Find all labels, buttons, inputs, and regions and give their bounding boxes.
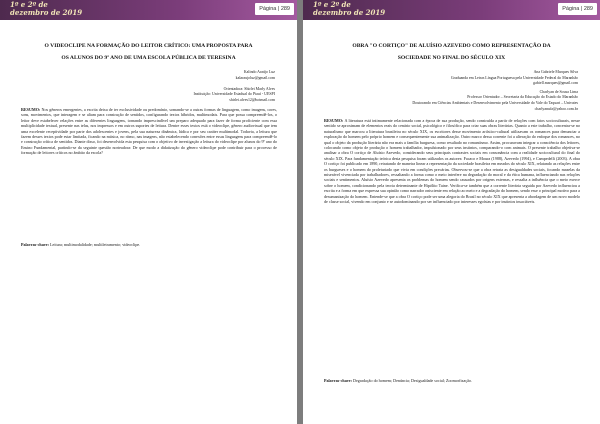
page-right	[303, 0, 600, 424]
abstract-text: A literatura está intimamente relacionada com a época de sua produção, sendo construída a partir de relações com fatos socioculturais, nesse sentido se aproximam de elementos reais do cenário social, psicológico e filosófico para criar suas obras literárias. Quanto a este trabalho, concentra-se no naturalismo que marcou a literatura brasileira no século XIX, os escritores desse movimento artístico-cultural utilizavam os romances para denunciar a exploração do homem pelo próprio homem e consequentemente sua animalização. Outro marco dessa corrente foi a alteração do enfoque dos romances, no qual o objeto da produção literária não era mais a família burguesa, como resultado no romantismo. Assim, procuravam integrar a consciência dos leitores, colocando como objeto de produção o homem trabalhador, impulsionado por seus instintos, comparando-o com animais. O presente trabalho objetiva-se analisar a obra O cortiço de Aluísio Azevedo, considerando seus principais contrastes sociais em consonância com a realidade sociocultural do final do século XIX. Para fundamentação teórica desta pesquisa foram utilizados os autores: Facaco e Moura (1988), Azevedo (1994), e Campedelli (2003). A obra O cortiço foi publicado em 1890, retratando de maneira linear a representação da sociedade brasileira em meados do século XIX, relatando as relações entre os burgueses e o homem do proletariado que vivia em condições precárias. Observou-se que a obra retrata as desigualdades sociais, focando mazelas da miserável vivenciada por trabalhadores, ressaltando a forma como o meio interfere na degradação do moral e da ética humana, influenciando nas relações sociais e sentimentos. Aluísio Azevedo apresenta os problemas do homem sendo causados por origens externas, e ressalta a influência que o meio exerce sobre o homem, condicionando pela teoria determinante de Hipólito Taine. Verifica-se também que a corrente literária seguida por Azevedo influenciou a escrita e a forma em que expressa sua opinião como narrador onisciente em relação ao meio e a degradação do homem, sendo esse o principal motivo para a desumanização do homem. Entende-se que a obra O cortiço pode ser uma alegoria do Brasil no século XIX que apresenta a abordagem de um novo modelo de classe social, vivendo em conjunto e se autodominando por ser influenciado por interesses egoístas e por instintos insaciáveis.	[324, 118, 580, 205]
event-logo: 1º e 2º de dezembro de 2019	[313, 0, 386, 17]
title-line: SOCIEDADE NO FINAL DO SÉCULO XIX	[397, 55, 506, 61]
event-logo: 1º e 2º de dezembro de 2019	[10, 0, 83, 17]
keywords	[324, 378, 580, 383]
keywords-text: Leitura; multimodalidade; multiletramento; videoclipe.	[50, 242, 141, 247]
title-line: O VIDEOCLIPE NA FORMAÇÃO DO LEITOR CRÍTICO: UMA PROPOSTA PARA	[44, 43, 253, 49]
abstract-text: Nos gêneros emergentes, a escrita deixa de ter exclusividade ou predomínio, somando-se a outras formas de linguagem, como imagens, cores, sons, movimentos, que interagem e se aliam para construção de sentidos, configurando textos híbridos, multimodais. Para que possa compreendê-los, o leitor deve estabelecer relações entre as diferentes linguagens, tornando imprescindível um preparo adequado para fazer de forma proficiente com essa multiplicidade textual, presente nas telas, nos impressos e em outros suportes de leitura. Dentre esses textos está o videoclipe, gênero audiovisual que tem uma excelente receptividade por parte dos adolescentes e jovens, pela sua natureza dinâmica, lúdica e por seu caráter multimodal. Todavia, a leitura que fazem desses textos pode estar limitada, ficando na música, no ritmo, nas imagens, não estabelecendo conexões entre essas linguagens para compreendê-lo e construção crítica de sentidos. Diante disso, foi desenvolvida esta pesquisa com o objetivo de investigação a leitura do videoclipe por alunos do 9º ano do Ensino Fundamental, partindo-se da seguinte questão norteadora: De que modo a didatização do gênero videoclipe pode contribuir para o processo de formação de leitores críticos no âmbito da escola?	[21, 107, 277, 156]
page-left	[0, 0, 297, 424]
page-banner	[303, 0, 600, 20]
author-line: Ana Gabriele Marques Silva	[533, 70, 578, 74]
title-line: OS ALUNOS DO 9º ANO DE UMA ESCOLA PÚBLICA DE TERESINA	[61, 55, 236, 61]
author-line: Charlyan de Sousa Lima	[539, 89, 578, 94]
author-line: Doutorando em Ciências Ambientais e Desenvolvimento pela Universidade do Vale do Taquari – Univates	[412, 100, 578, 105]
keywords-label: Palavras-chave:	[324, 378, 352, 383]
page-number: Página | 289	[558, 3, 597, 15]
author-line: Graduanda em Letras Língua Portuguesa pela Universidade Federal do Maranhão	[450, 75, 578, 80]
abstract-label: RESUMO:	[21, 107, 41, 112]
abstract	[324, 118, 580, 205]
abstract-label: RESUMO:	[324, 118, 344, 123]
keywords	[21, 242, 277, 247]
author-line: Instituição: Universidade Estadual do Piauí - UESPI	[193, 92, 275, 97]
author-line: Professor Orientador – Secretaria da Educação do Estado do Maranhão	[467, 95, 578, 100]
author-line: Kalindo Araújo Luz	[243, 70, 275, 74]
author-block	[338, 70, 578, 112]
author-line: charlyanufa@yahoo.com.br	[534, 106, 578, 111]
author-line: Orientadora: Shirlei Marly Alves	[223, 86, 275, 91]
keywords-text: Degradação do homem; Denúncia; Desigualdade social; Zoomorfização.	[353, 378, 473, 383]
abstract	[21, 107, 277, 156]
page-number: Página | 289	[255, 3, 294, 15]
keywords-label: Palavras-chave:	[21, 242, 49, 247]
author-line: gabiell.marques@gmail.com	[533, 81, 578, 86]
title-line: OBRA "O CORTIÇO" DE ALUÍSIO AZEVEDO COMO REPRESENTAÇÃO DA	[352, 43, 551, 49]
author-line: kalaraujoluz@gmail.com	[235, 75, 275, 80]
paper-title	[20, 40, 277, 64]
page-banner	[0, 0, 297, 20]
author-block	[75, 70, 275, 104]
author-line: shirlei.alves12@hotmail.com	[229, 97, 275, 102]
paper-title	[323, 40, 580, 64]
